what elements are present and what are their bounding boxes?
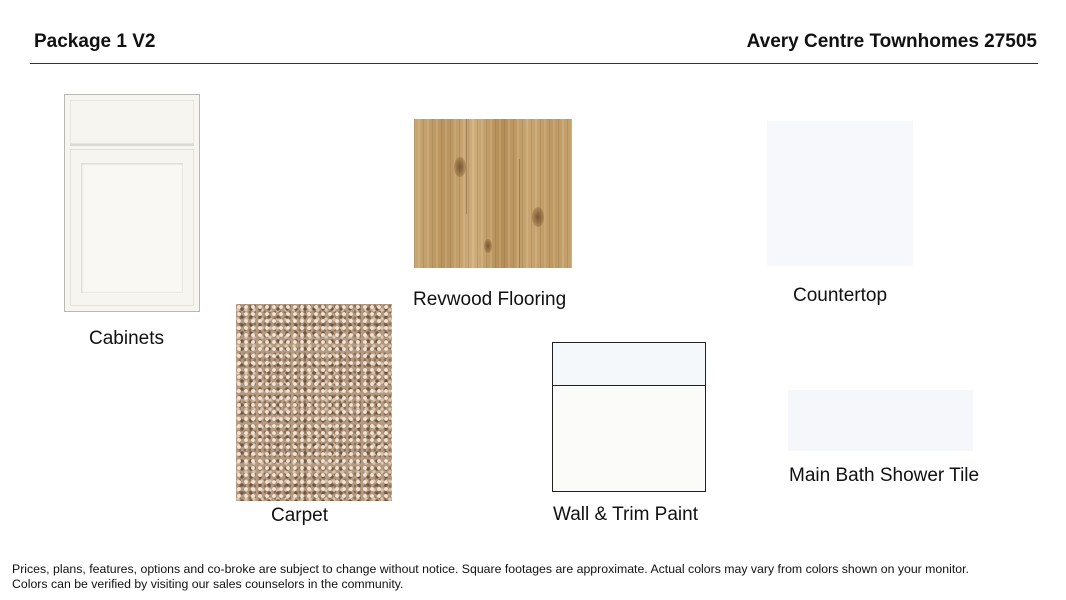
cabinet-swatch-image	[64, 94, 200, 312]
flooring-swatch-image	[414, 119, 572, 268]
disclaimer-text: Prices, plans, features, options and co-broke are subject to change without notice. Square footages are approximate. Actual colors may vary from colors shown on your monitor. Colors can be verified by visiting our sales counselors in the community.	[12, 562, 969, 591]
cabinet-door-panel	[81, 163, 183, 293]
countertop-swatch-image	[767, 121, 913, 266]
countertop-label: Countertop	[793, 285, 888, 306]
package-title: Package 1 V2	[34, 31, 156, 52]
community-title: Avery Centre Townhomes 27505	[746, 31, 1037, 52]
flooring-label: Revwood Flooring	[413, 289, 567, 310]
cabinets-label: Cabinets	[89, 328, 164, 349]
wood-knot	[454, 157, 466, 177]
paint-label: Wall & Trim Paint	[553, 504, 698, 525]
cabinet-drawer-front	[70, 100, 194, 146]
plank-seam	[519, 159, 520, 268]
carpet-label: Carpet	[271, 505, 329, 526]
carpet-swatch-image	[236, 304, 392, 501]
tile-label: Main Bath Shower Tile	[789, 465, 980, 486]
paint-swatch-image	[552, 342, 706, 492]
plank-seam	[466, 119, 467, 214]
tile-swatch-image	[788, 390, 973, 451]
wood-knot	[484, 239, 492, 253]
header-divider	[30, 63, 1038, 64]
wood-knot	[532, 207, 544, 227]
trim-paint-band	[553, 343, 705, 386]
